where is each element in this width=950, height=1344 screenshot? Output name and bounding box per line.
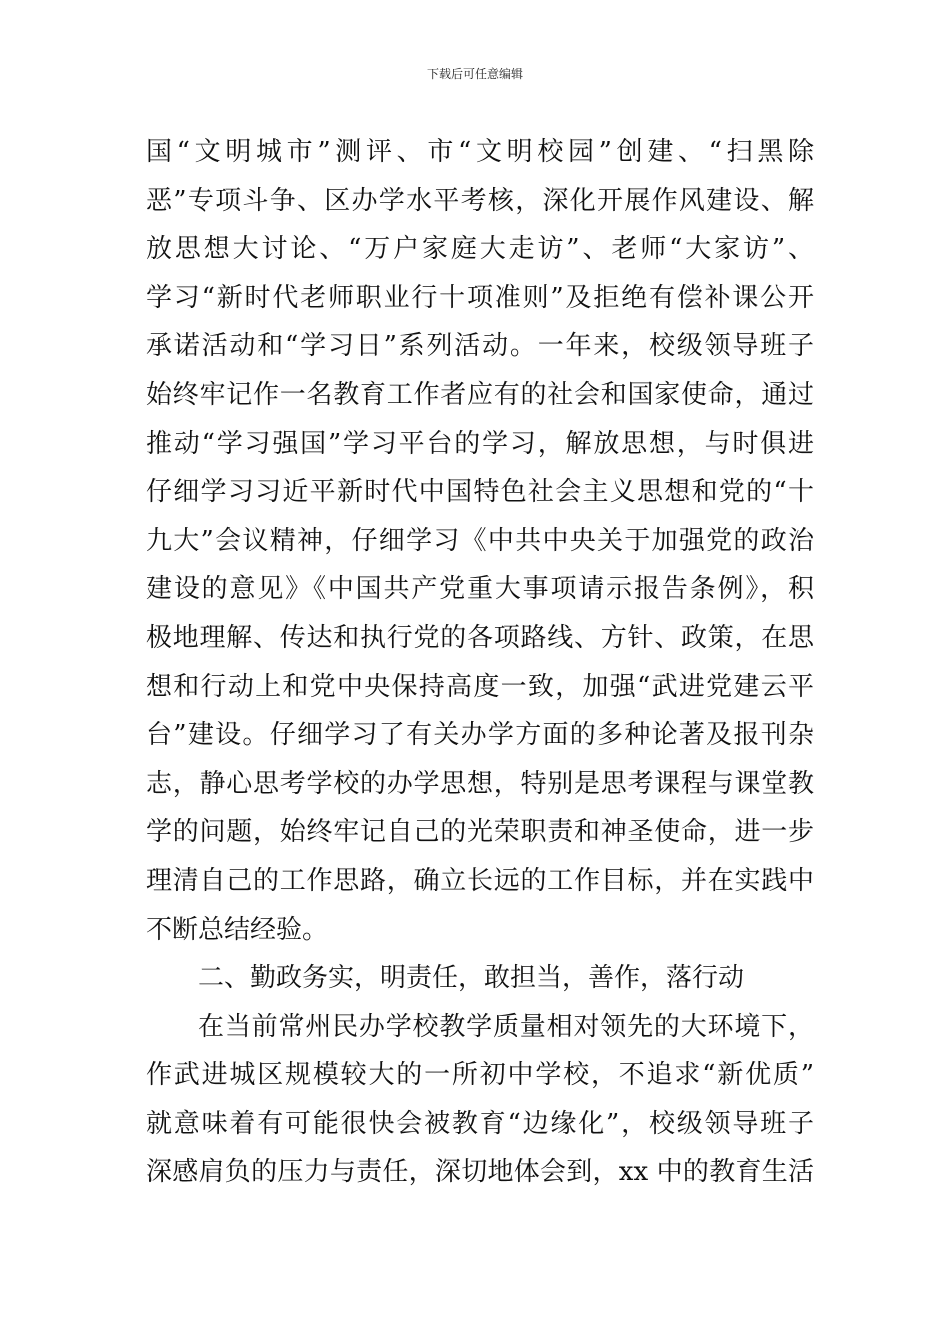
section-heading: 二、勤政务实，明责任，敢担当，善作，落行动 [198,963,745,994]
text-line: 仔细学习习近平新时代中国特色社会主义思想和党的“十 [146,477,814,508]
text-line: 学习“新时代老师职业行十项准则”及拒绝有偿补课公开 [146,282,814,313]
text-line: 承诺活动和“学习日”系列活动。一年来，校级领导班子 [146,331,814,362]
text-line: 不断总结经验。 [146,914,329,945]
text-line: 作武进城区规模较大的一所初中学校，不追求“新优质” [146,1060,814,1091]
text-line: 在当前常州民办学校教学质量相对领先的大环境下， [198,1011,814,1042]
text-line: 恶”专项斗争、区办学水平考核，深化开展作风建设、解 [146,185,814,216]
text-line: 推动“学习强国”学习平台的学习，解放思想，与时俱进 [146,428,814,459]
page-header: 下载后可任意编辑 [426,67,523,81]
text-line: 深感肩负的压力与责任，深切地体会到，xx 中的教育生活 [146,1157,814,1188]
text-line: 就意味着有可能很快会被教育“边缘化”，校级领导班子 [146,1108,814,1139]
text-line: 想和行动上和党中央保持高度一致，加强“武进党建云平 [146,671,814,702]
text-line: 建设的意见》《中国共产党重大事项请示报告条例》，积 [146,574,814,605]
text-line: 学的问题，始终牢记自己的光荣职责和神圣使命，进一步 [146,817,814,848]
text-line: 始终牢记作一名教育工作者应有的社会和国家使命，通过 [146,379,814,410]
text-line: 理清自己的工作思路，确立长远的工作目标，并在实践中 [146,865,814,896]
text-line: 九大”会议精神，仔细学习《中共中央关于加强党的政治 [146,525,814,556]
text-line: 台”建设。仔细学习了有关办学方面的多种论著及报刊杂 [146,720,814,751]
text-line: 国“文明城市”测评、市“文明校园”创建、“扫黑除 [146,137,814,167]
document-body [146,128,814,1197]
text-line: 极地理解、传达和执行党的各项路线、方针、政策，在思 [146,622,814,653]
text-line: 志，静心思考学校的办学思想，特别是思考课程与课堂教 [146,768,814,799]
text-line: 放思想大讨论、“万户家庭大走访”、老师“大家访”、 [146,234,814,265]
